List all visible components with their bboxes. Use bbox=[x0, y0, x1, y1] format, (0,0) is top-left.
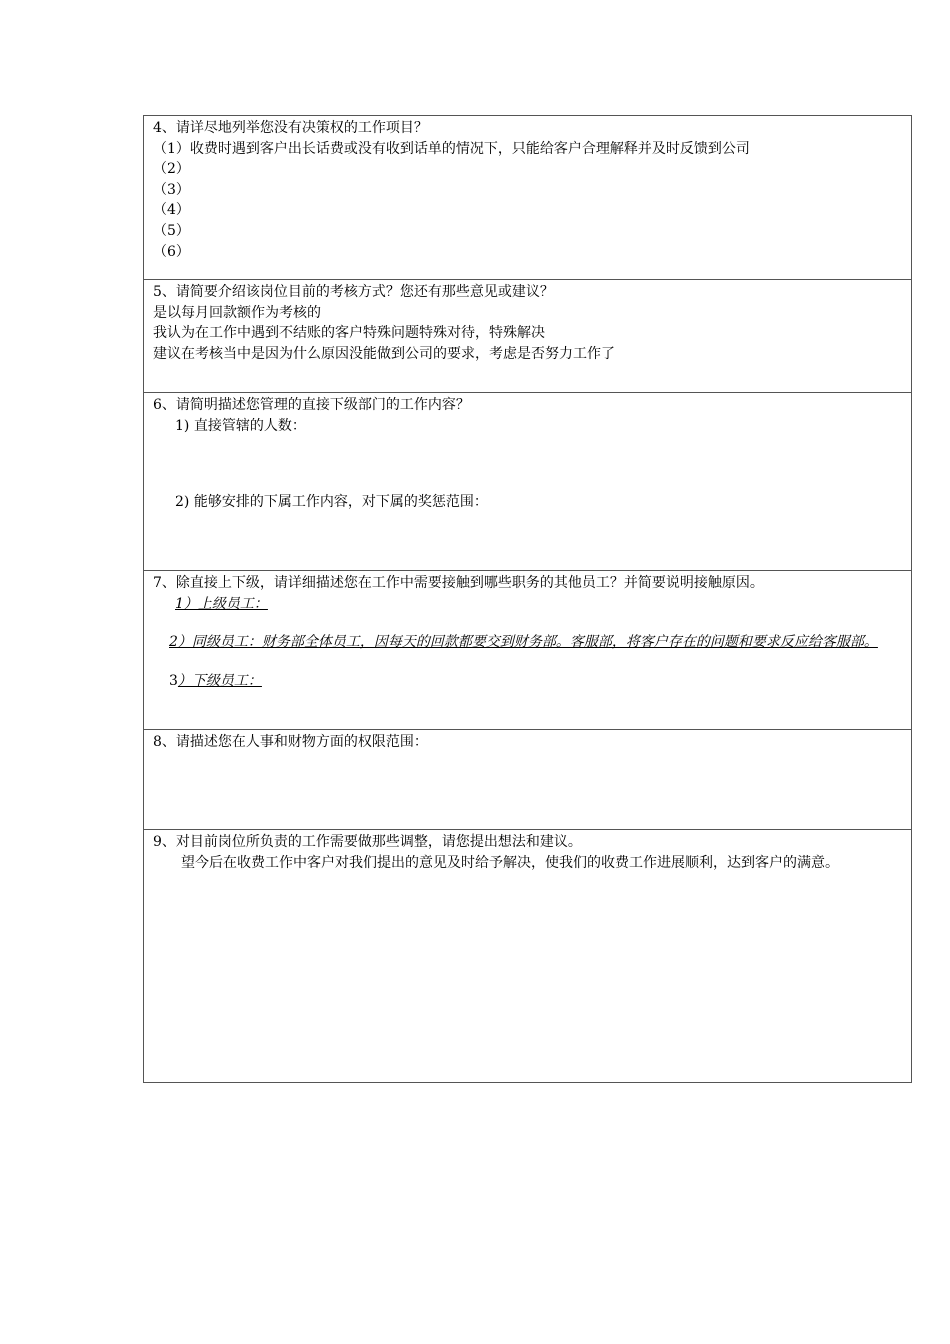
q7-peer-staff bbox=[153, 632, 903, 653]
q5-answer-line-3: 建议在考核当中是因为什么原因没能做到公司的要求，考虑是否努力工作了 bbox=[153, 345, 615, 362]
q8-cell bbox=[144, 730, 912, 830]
q9-answer: 望今后在收费工作中客户对我们提出的意见及时给予解决，使我们的收费工作进展顺利，达到客户的满意。 bbox=[181, 854, 839, 871]
q4-cell bbox=[144, 116, 912, 280]
q7-upper-staff bbox=[153, 594, 903, 615]
q6-subordinate-work-scope: 2) 能够安排的下属工作内容，对下属的奖惩范围： bbox=[175, 494, 488, 511]
q7-peer-staff-text: 2）同级员工：财务部全体员工，因每天的回款都要交到财务部。客服部，将客户存在的问题和要求反应给客服部。 bbox=[169, 634, 878, 651]
q6-title: 6、请简明描述您管理的直接下级部门的工作内容？ bbox=[153, 397, 470, 413]
q5-cell bbox=[144, 280, 912, 393]
q9-cell bbox=[144, 830, 912, 1083]
q7-lower-staff-number: 3 bbox=[169, 672, 178, 689]
q6-direct-reports-count: 1) 直接管辖的人数： bbox=[175, 417, 306, 434]
q7-gap-2 bbox=[153, 653, 903, 671]
q7-lower-staff-text: ）下级员工： bbox=[177, 672, 262, 689]
q5-title: 5、请简要介绍该岗位目前的考核方式？您还有那些意见或建议？ bbox=[153, 284, 554, 300]
q7-gap-1 bbox=[153, 614, 903, 632]
q4-item-3: （3） bbox=[153, 181, 190, 198]
q5-row bbox=[144, 280, 912, 393]
q6-blank-space bbox=[153, 436, 903, 492]
q9-row bbox=[144, 830, 912, 1083]
job-analysis-form-table bbox=[143, 115, 912, 1083]
q8-row bbox=[144, 730, 912, 830]
q4-item-6: （6） bbox=[153, 243, 190, 260]
q7-title: 7、除直接上下级，请详细描述您在工作中需要接触到哪些职务的其他员工？并简要说明接触原因。 bbox=[153, 575, 764, 591]
q7-row bbox=[144, 571, 912, 730]
q4-item-2: （2） bbox=[153, 161, 190, 178]
q4-row bbox=[144, 116, 912, 280]
q4-item-1: （1）收费时遇到客户出长话费或没有收到话单的情况下，只能给客户合理解释并及时反馈到公司 bbox=[153, 140, 750, 157]
q4-item-4: （4） bbox=[153, 202, 190, 219]
q7-lower-staff bbox=[153, 671, 903, 692]
q4-item-5: （5） bbox=[153, 222, 190, 239]
q9-title: 9、对目前岗位所负责的工作需要做那些调整，请您提出想法和建议。 bbox=[153, 834, 582, 850]
q8-title: 8、请描述您在人事和财物方面的权限范围： bbox=[153, 734, 428, 750]
q7-upper-staff-text: 1）上级员工： bbox=[175, 595, 268, 612]
q6-row bbox=[144, 393, 912, 571]
q5-answer-line-2: 我认为在工作中遇到不结账的客户特殊问题特殊对待，特殊解决 bbox=[153, 325, 545, 342]
q6-cell bbox=[144, 393, 912, 571]
q5-answer-line-1: 是以每月回款额作为考核的 bbox=[153, 304, 321, 321]
q4-title: 4、请详尽地列举您没有决策权的工作项目？ bbox=[153, 120, 428, 136]
q7-cell bbox=[144, 571, 912, 730]
